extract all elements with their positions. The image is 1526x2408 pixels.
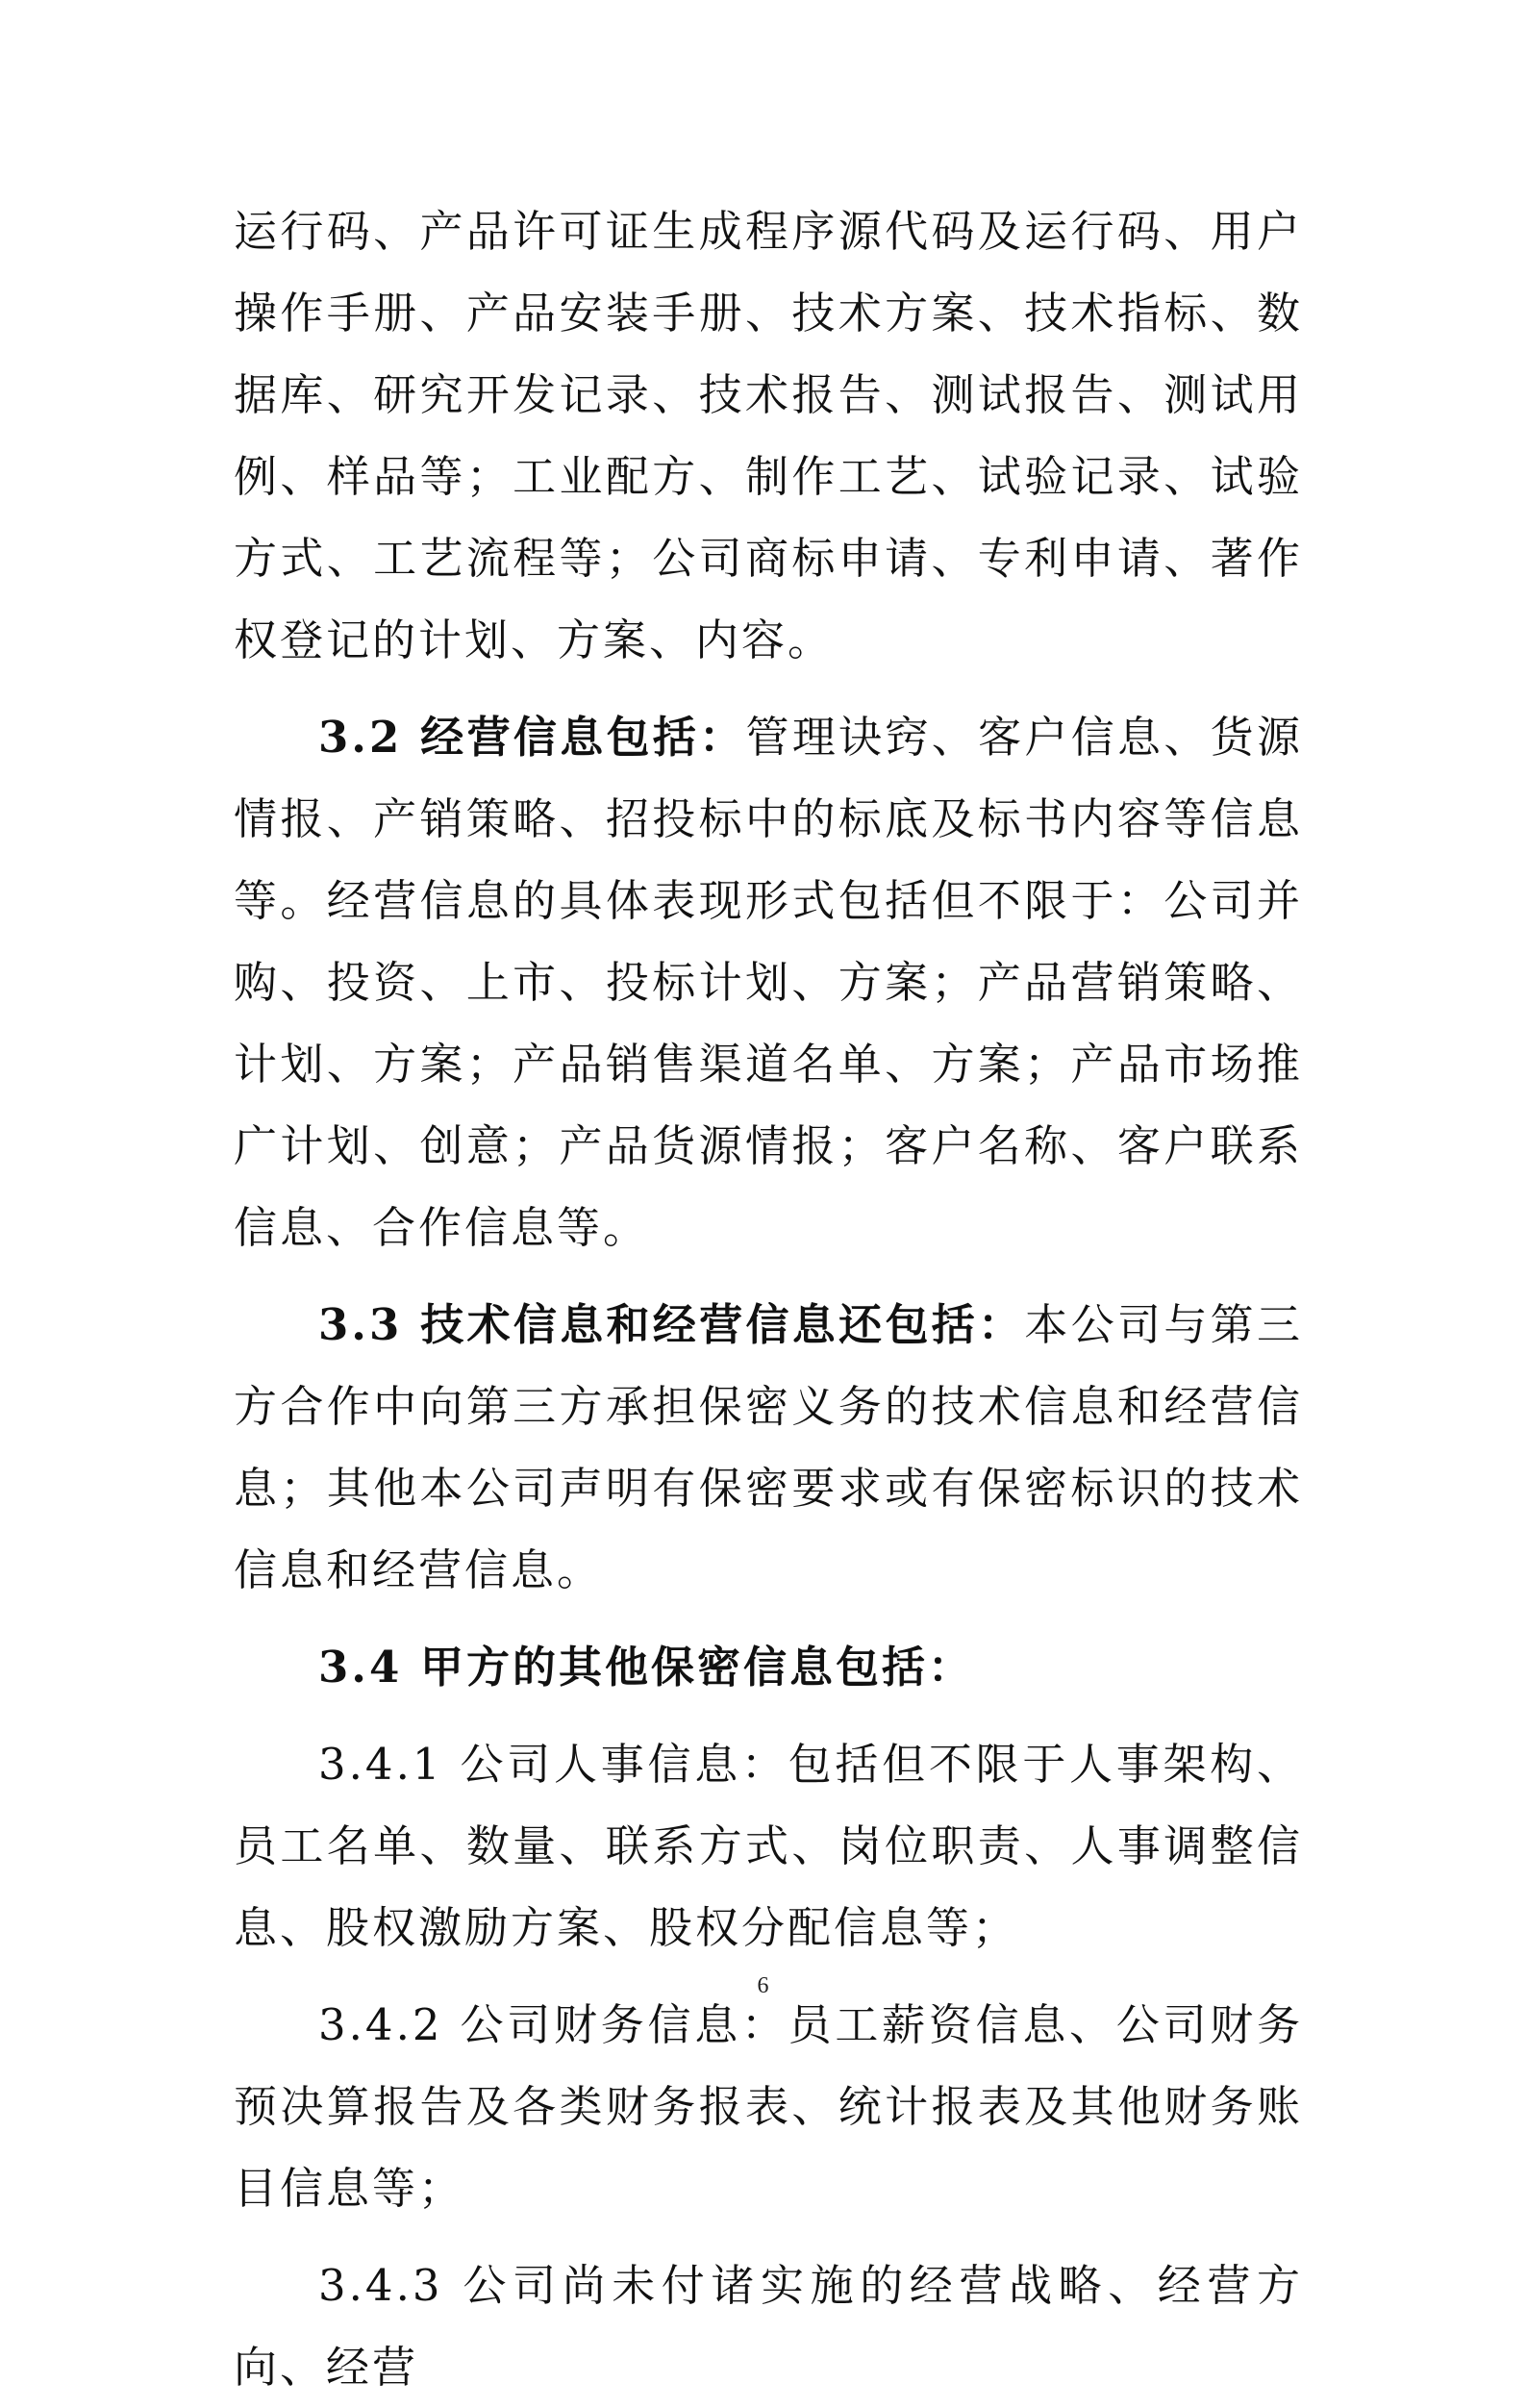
document-body	[234, 190, 1303, 2408]
section-heading-3-3: 3.3 技术信息和经营信息还包括：	[318, 1299, 1025, 1350]
paragraph-3-4-2-financial-info	[234, 1984, 1303, 2229]
paragraph-3-4-1-personnel-info	[234, 1723, 1303, 1969]
paragraph-text: 3.4.3 公司尚未付诸实施的经营战略、经营方向、经营	[234, 2260, 1303, 2393]
paragraph-text: 运行码、产品许可证生成程序源代码及运行码、用户操作手册、产品安装手册、技术方案、技术指标、数据库、研究开发记录、技术报告、测试报告、测试用例、样品等；工业配方、制作工艺、试验记录、试验方式、工艺流程等；公司商标申请、专利申请、著作权登记的计划、方案、内容。	[234, 206, 1303, 665]
paragraph-3-2-business-info	[234, 696, 1303, 1268]
section-heading-3-2: 3.2 经营信息包括：	[318, 712, 746, 763]
page-number: 6	[757, 1973, 769, 1998]
paragraph-text: 本公司与第三方合作中向第三方承担保密义务的技术信息和经营信息；其他本公司声明有保密要求或有保密标识的技术信息和经营信息。	[234, 1299, 1303, 1595]
paragraph-3-4-3-strategy-info	[234, 2245, 1303, 2408]
paragraph-text: 3.4.2 公司财务信息：员工薪资信息、公司财务预决算报告及各类财务报表、统计报表及其他财务账目信息等；	[234, 1999, 1303, 2214]
paragraph-3-3-additional-info	[234, 1284, 1303, 1611]
paragraph-text: 3.4.1 公司人事信息：包括但不限于人事架构、员工名单、数量、联系方式、岗位职责、人事调整信息、股权激励方案、股权分配信息等；	[234, 1739, 1303, 1953]
paragraph-technical-info-continuation	[234, 190, 1303, 681]
section-heading-3-4: 3.4 甲方的其他保密信息包括：	[318, 1642, 974, 1693]
paragraph-3-4-other-confidential	[234, 1626, 1303, 1708]
paragraph-text: 管理诀窍、客户信息、货源情报、产销策略、招投标中的标底及标书内容等信息等。经营信息的具体表现形式包括但不限于：公司并购、投资、上市、投标计划、方案；产品营销策略、计划、方案；产品销售渠道名单、方案；产品市场推广计划、创意；产品货源情报；客户名称、客户联系信息、合作信息等。	[234, 712, 1303, 1253]
